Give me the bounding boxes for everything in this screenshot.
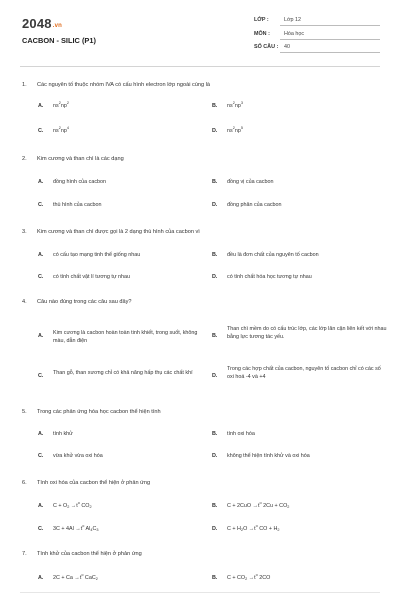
option-text: Than chì mềm do có cấu trúc lớp, các lớp lân cận liên kết với nhau bằng lực tương tác yếu. [227,326,387,340]
meta-value: 40 [284,44,290,50]
option-letter: B. [212,575,218,581]
option-text: có tính chất vật lí tương tự nhau [53,274,130,280]
option-text: $2C + Ca \to t^o$ CaC$_2$ [53,573,98,581]
meta-underline [280,25,380,26]
option-letter: A. [38,431,44,437]
option-text: $C + 2CuO \to t^o$ $2Cu + CO_2$ [227,501,290,509]
option-letter: C. [38,202,44,208]
meta-underline [280,52,380,53]
question-text: Tính khử của cacbon thể hiện ở phản ứng [37,551,142,557]
option-text: $C + O_2 \to t^o$ $CO_2$ [53,501,92,509]
question-number: 3. [22,229,27,235]
meta-key: MÔN : [254,31,270,37]
option-text: tính oxi hóa [227,431,255,437]
option-text: Trong các hợp chất của cacbon, nguyên tố cacbon chỉ có các số oxi hoá -4 và +4 [227,366,381,380]
option-text: Kim cương là cacbon hoàn toàn tinh khiết, trong suốt, không màu, dẫn điện [53,330,198,344]
option-text: có tính chất hóa học tương tự nhau [227,274,312,280]
question-text: Câu nào đúng trong các câu sau đây? [37,299,132,305]
document-header [0,0,400,62]
option-letter: C. [38,128,44,134]
option-letter: D. [212,373,218,379]
option-letter: A. [38,333,44,339]
meta-key: SỐ CÂU : [254,44,279,50]
option-letter: D. [212,128,218,134]
logo-text: 2048 [22,16,52,31]
question-number: 1. [22,82,27,88]
option-letter: B. [212,179,218,185]
question-number: 2. [22,156,27,162]
option-text: Than gỗ, than xương chỉ có khả năng hấp thụ các chất khí [53,370,193,376]
option-text: $ns^2np^5$ [227,126,243,134]
meta-key: LỚP : [254,17,269,23]
meta-value: Hóa học [284,31,305,37]
option-letter: C. [38,453,44,459]
question-number: 4. [22,299,27,305]
question-number: 6. [22,480,27,486]
option-text: vừa khử vừa oxi hóa [53,453,103,459]
meta-value: Lớp 12 [284,17,302,23]
option-text: $3C + 4Al \to t^o$ $Al_4C_3$ [53,524,99,532]
option-letter: A. [38,575,44,581]
option-text: đồng phân của cacbon [227,202,282,208]
option-letter: C. [38,373,44,379]
option-text: không thể hiện tính khử và oxi hóa [227,453,310,459]
logo-suffix: .vn [52,23,63,29]
option-text: $C + H_2O \to t^o$ CO + $H_2$ [227,524,280,532]
option-letter: B. [212,503,218,509]
option-text: tính khử [53,431,73,437]
option-text: đồng vị của cacbon [227,179,274,185]
question-text: Kim cương và than chì là các dạng [37,156,124,162]
option-letter: A. [38,252,44,258]
option-letter: A. [38,503,44,509]
option-letter: D. [212,274,218,280]
option-letter: C. [38,274,44,280]
option-letter: D. [212,453,218,459]
question-text: Kim cương và than chì được gọi là 2 dạng thù hình của cacbon vì [37,229,200,235]
option-text: có cấu tạo mạng tinh thể giống nhau [53,252,141,258]
option-letter: D. [212,526,218,532]
meta-underline [280,39,380,40]
question-text: Trong các phản ứng hóa học cacbon thể hiện tính [37,409,161,415]
option-text: thù hình của cacbon [53,202,102,208]
option-text: đồng hình của cacbon [53,179,107,185]
footer-divider [20,592,380,593]
option-letter: A. [38,103,44,109]
option-text: $ns^2np^2$ [53,101,69,109]
question-text: Các nguyên tố thuộc nhóm IVA có cấu hình electron lớp ngoài cùng là [37,82,211,88]
document-title: CACBON - SILIC (P1) [22,36,96,45]
option-letter: A. [38,179,44,185]
header-divider [20,66,380,67]
question-number: 7. [22,551,27,557]
option-letter: C. [38,526,44,532]
option-letter: D. [212,202,218,208]
option-letter: B. [212,431,218,437]
option-text: đều là đơn chất của nguyên tố cacbon [227,252,319,258]
question-number: 5. [22,409,27,415]
option-letter: B. [212,252,218,258]
option-letter: B. [212,103,218,109]
site-logo[interactable] [22,16,62,31]
question-text: Tính oxi hóa của cacbon thể hiện ở phản ứng [37,480,151,486]
option-text: $C + CO_2 \to t^o$ 2CO [227,573,271,581]
option-text: $ns^2np^3$ [227,101,243,109]
option-text: $ns^2np^4$ [53,126,69,134]
option-letter: B. [212,333,218,339]
